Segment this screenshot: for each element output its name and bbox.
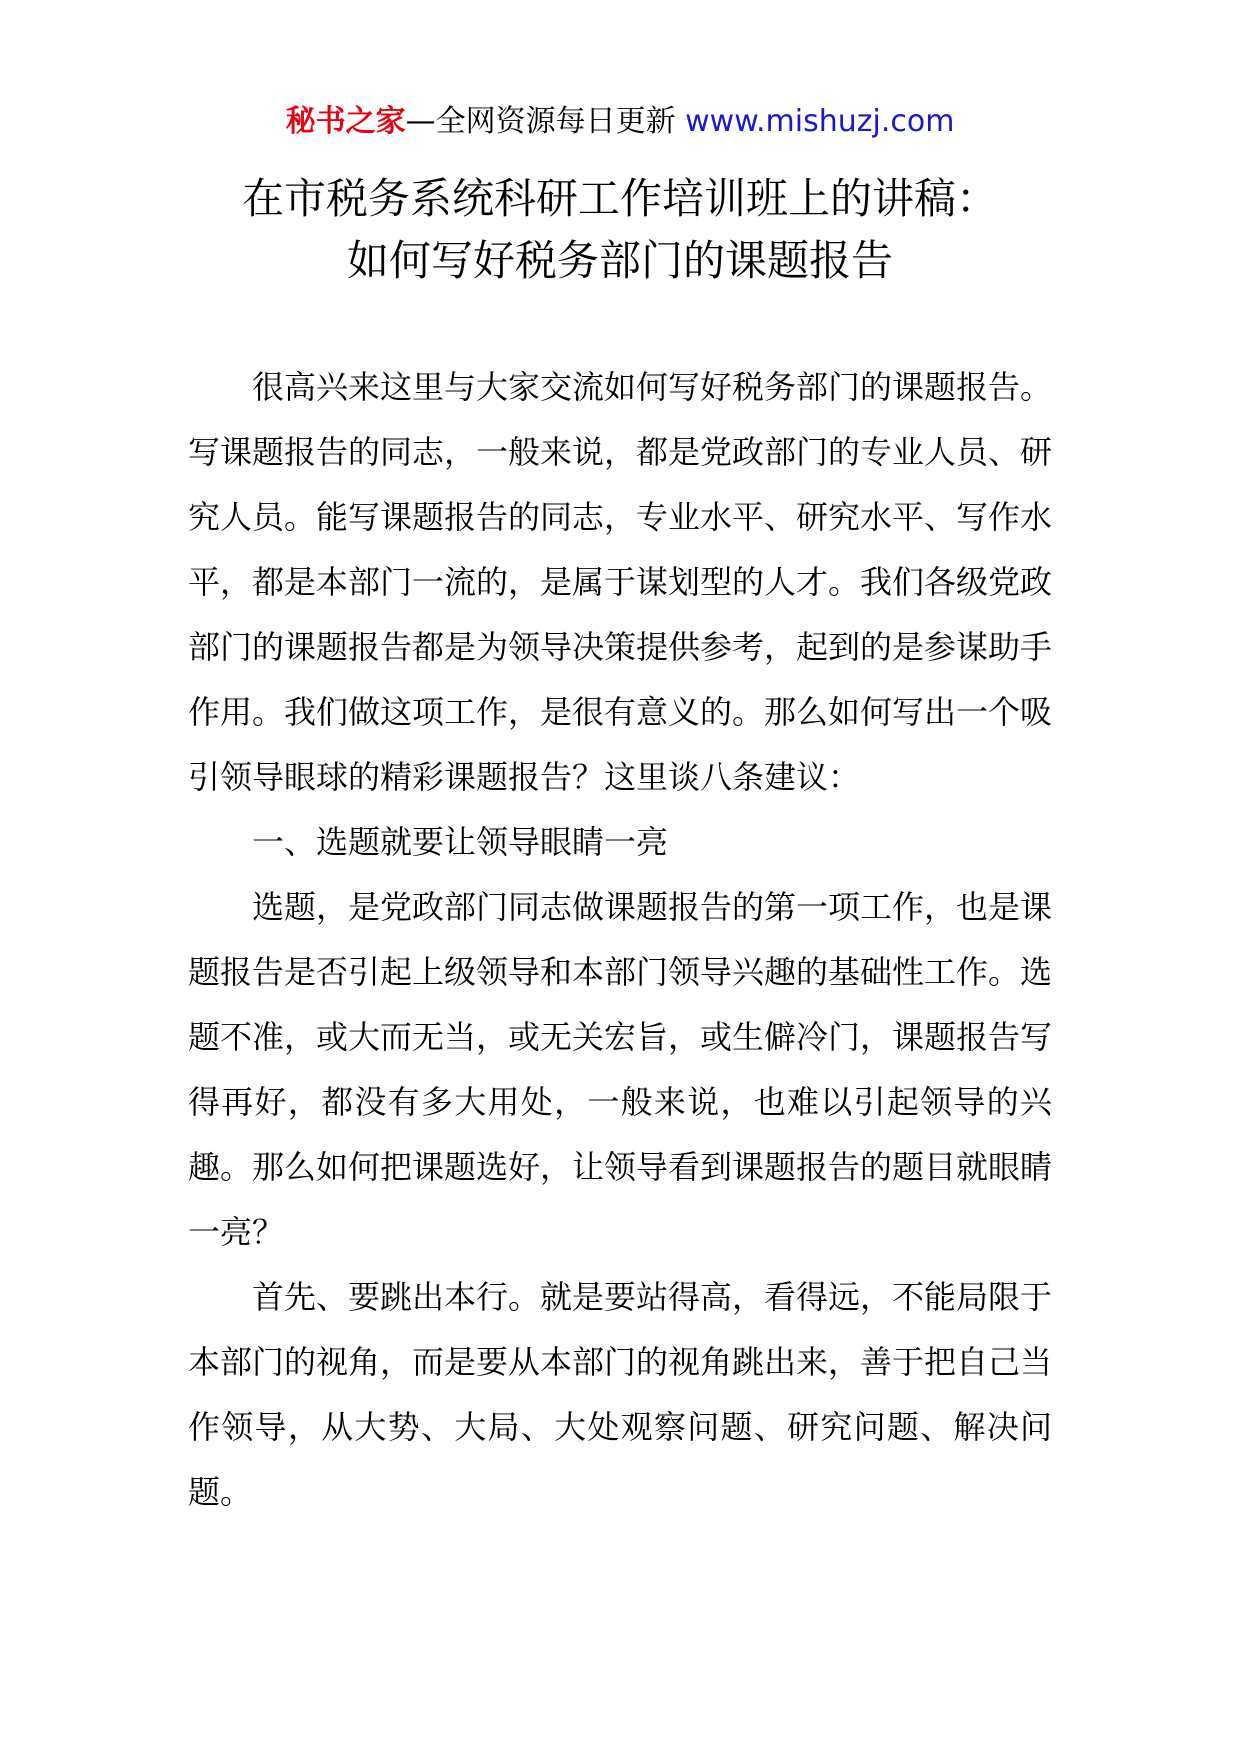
site-tagline: —全网资源每日更新 (405, 104, 676, 139)
section-heading-1: 一、选题就要让领导眼睛一亮 (252, 823, 669, 861)
site-header (0, 100, 1240, 144)
intro-paragraph: 很高兴来这里与大家交流如何写好税务部门的课题报告。写课题报告的同志，一般来说，都是党政部门的专业人员、研究人员。能写课题报告的同志，专业水平、研究水平、写作水平，都是本部门一流的，是属于谋划型的人才。我们各级党政部门的课题报告都是为领导决策提供参考，起到的是参谋助手作用。我们做这项工作，是很有意义的。那么如何写出一个吸引领导眼球的精彩课题报告？这里谈八条建议： (188, 368, 1053, 796)
brand-name: 秘书之家 (285, 104, 406, 139)
body-paragraph-3: 首先、要跳出本行。就是要站得高，看得远，不能局限于本部门的视角，而是要从本部门的视角跳出来，善于把自己当作领导，从大势、大局、大处观察问题、研究问题、解决问题。 (188, 1278, 1053, 1511)
title-line-2: 如何写好税务部门的课题报告 (346, 236, 893, 285)
document-title (0, 168, 1240, 292)
title-line-1: 在市税务系统科研工作培训班上的讲稿： (241, 174, 998, 223)
body-paragraph-2: 选题，是党政部门同志做课题报告的第一项工作，也是课题报告是否引起上级领导和本部门领导兴趣的基础性工作。选题不准，或大而无当，或无关宏旨，或生僻冷门，课题报告写得再好，都没有多大用处，一般来说，也难以引起领导的兴趣。那么如何把课题选好，让领导看到课题报告的题目就眼睛一亮？ (188, 888, 1053, 1251)
site-url-link[interactable]: www.mishuzj.com (685, 104, 955, 139)
document-body (188, 355, 1052, 1525)
